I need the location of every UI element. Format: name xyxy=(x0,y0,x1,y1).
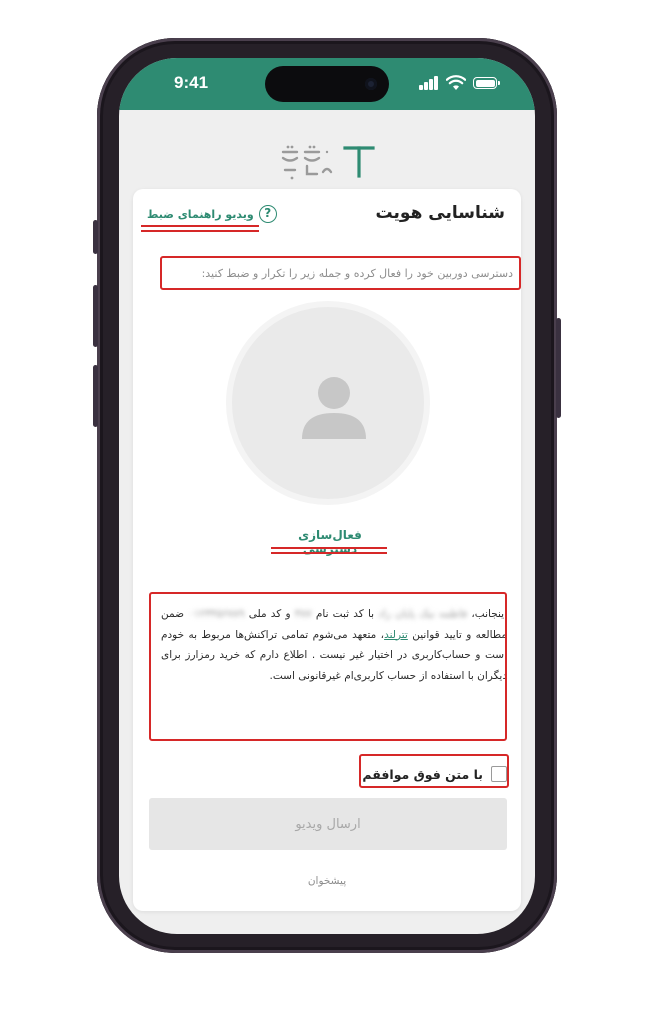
identity-card xyxy=(133,189,521,911)
front-camera xyxy=(365,78,377,90)
user-placeholder-icon xyxy=(298,369,370,441)
highlight-box-instruction xyxy=(160,256,521,290)
redacted-national-id: ۰۱۲۳۴۵۶۷۸۹ xyxy=(188,608,245,620)
signal-icon xyxy=(419,76,439,90)
status-bar xyxy=(119,58,535,110)
volume-up-button xyxy=(93,285,98,347)
consent-code-intro: با کد ثبت نام xyxy=(315,608,375,620)
highlight-box-agree xyxy=(359,754,509,788)
submit-video-button[interactable]: ارسال ویدیو xyxy=(149,798,507,850)
highlight-box-consent xyxy=(149,592,507,741)
highlight-underline-help xyxy=(141,225,259,232)
status-time: 9:41 xyxy=(174,73,209,92)
tetherland-logo-icon xyxy=(279,142,379,182)
consent-intro: اینجانب، xyxy=(471,608,507,620)
brand-link[interactable]: تترلند xyxy=(384,628,408,641)
consent-agreement-suffix: ، متعهد می‌شوم تمامی تراکنش‌ها مربوط به خودم است و حساب‌کاربری در اختیار غیر نیست . اطلاع دارم که خرید رمزارز برای دیگران با استفاده از حساب کاربری‌ام غیرقانونی است. xyxy=(161,628,507,682)
wifi-icon xyxy=(446,75,466,91)
page-title: شناسایی هویت xyxy=(375,203,505,223)
help-video-label: ویدیو راهنمای ضبط xyxy=(147,207,254,221)
agree-label: با متن فوق موافقم xyxy=(362,766,483,782)
redacted-name: فاطمه نیک پایان راد xyxy=(378,608,468,620)
power-button xyxy=(556,318,561,418)
consent-agreement-prefix: ضمن مطالعه و تایید قوانین xyxy=(161,608,508,641)
status-icons xyxy=(419,76,499,90)
question-circle-icon: ? xyxy=(259,205,277,223)
battery-icon xyxy=(473,77,497,89)
dashboard-link[interactable]: پیشخوان xyxy=(307,875,347,887)
phone-screen xyxy=(119,58,535,934)
action-button xyxy=(93,220,98,254)
instruction-text: دسترسی دوربین خود را فعال کرده و جمله زیر را تکرار و ضبط کنید: xyxy=(201,267,513,280)
highlight-underline-activate xyxy=(271,547,387,554)
dynamic-island xyxy=(265,66,389,102)
activate-access-link[interactable]: فعال‌سازی دسترسی xyxy=(298,528,362,556)
consent-and-code: و کد ملی xyxy=(248,608,291,620)
camera-preview xyxy=(226,301,430,505)
volume-down-button xyxy=(93,365,98,427)
redacted-code: ۳۸۷ xyxy=(294,608,312,620)
help-video-link[interactable] xyxy=(147,205,277,223)
